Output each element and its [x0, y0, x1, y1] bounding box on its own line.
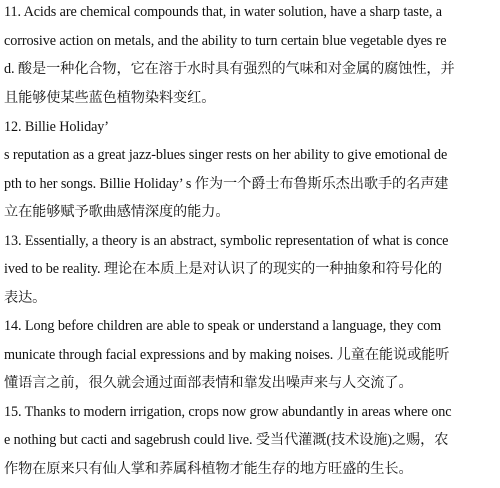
text-line: 懂语言之前，很久就会通过面部表情和靠发出噪声来与人交流了。 [4, 375, 413, 391]
text-line: 表达。 [4, 290, 47, 306]
text-line: 作物在原来只有仙人掌和荞属科植物才能生存的地方旺盛的生长。 [4, 461, 413, 477]
text-line: s reputation as a great jazz-blues singer rests on her ability to give emotional de [4, 147, 448, 163]
text-line: 11. Acids are chemical compounds that, in water solution, have a sharp taste, a [4, 4, 442, 20]
text-line: d. 酸是一种化合物，它在溶于水时具有强烈的气味和对金属的腐蚀性，并 [4, 61, 455, 77]
text-line: 14. Long before children are able to speak or understand a language, they com [4, 318, 442, 334]
text-line: 15. Thanks to modern irrigation, crops now grow abundantly in areas where onc [4, 404, 452, 420]
text-line: pth to her songs. Billie Holiday’ s 作为一个爵士布鲁斯乐杰出歌手的名声建 [4, 176, 449, 192]
text-line: 立在能够赋予歌曲感情深度的能力。 [4, 204, 230, 220]
text-line: 且能够使某些蓝色植物染料变红。 [4, 90, 216, 106]
text-line: municate through facial expressions and by making noises. 儿童在能说或能听 [4, 347, 450, 363]
text-line: 13. Essentially, a theory is an abstract, symbolic representation of what is conce [4, 233, 449, 249]
text-line: ived to be reality. 理论在本质上是对认识了的现实的一种抽象和符号化的 [4, 261, 443, 277]
text-line: e nothing but cacti and sagebrush could live. 受当代灌溉(技术设施)之赐，农 [4, 432, 449, 448]
text-line: 12. Billie Holiday’ [4, 119, 109, 135]
text-line: corrosive action on metals, and the ability to turn certain blue vegetable dyes re [4, 33, 447, 49]
